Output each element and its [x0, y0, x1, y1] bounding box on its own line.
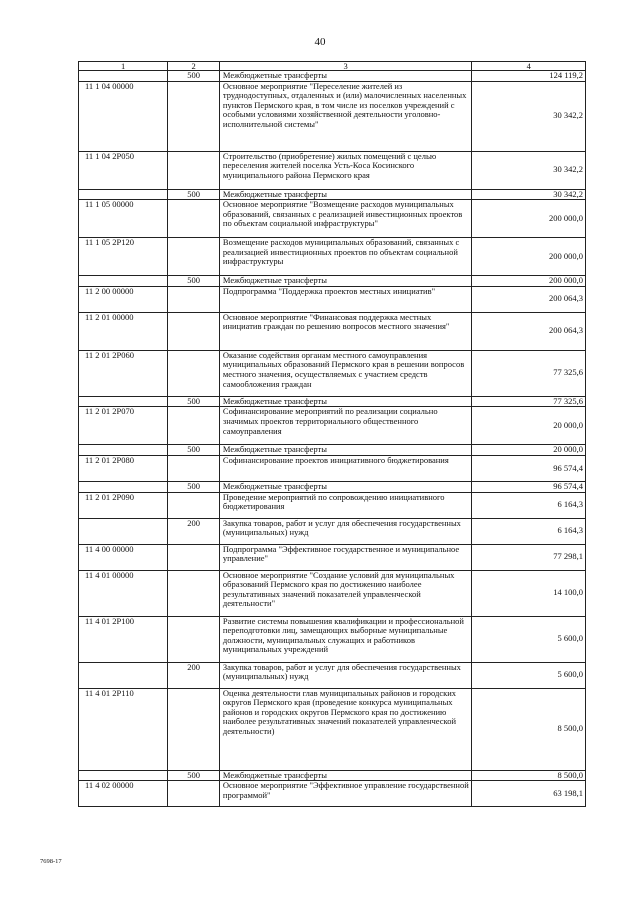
row-expense-type: 500 — [168, 396, 220, 407]
row-name: Межбюджетные трансферты — [219, 396, 471, 407]
row-expense-type — [168, 570, 220, 616]
row-expense-type — [168, 544, 220, 570]
row-code — [79, 396, 168, 407]
row-expense-type — [168, 688, 220, 770]
row-sum: 5 600,0 — [472, 662, 586, 688]
row-name: Основное мероприятие "Переселение жителей из труднодоступных, отдаленных и (или) малочисленных населенных пунктов Пермского края, в том числе из поселков учреждений с особыми условиями хозяйственной деятельности уголовно-исполнительной системы" — [219, 81, 471, 151]
row-name: Возмещение расходов муниципальных образований, связанных с реализацией инвестиционных проектов по объектам социальной инфраструктуры — [219, 238, 471, 276]
row-sum: 30 342,2 — [472, 81, 586, 151]
row-name: Строительство (приобретение) жилых помещений с целью переселения жителей поселка Усть-Коса Косинского муниципального района Пермского края — [219, 151, 471, 189]
row-sum: 96 574,4 — [472, 481, 586, 492]
row-code — [79, 662, 168, 688]
table-row — [79, 238, 586, 276]
table-row — [79, 770, 586, 781]
row-name: Подпрограмма "Поддержка проектов местных инициатив" — [219, 286, 471, 312]
table-row — [79, 312, 586, 350]
table-row — [79, 616, 586, 662]
header-col-3: 3 — [219, 62, 471, 71]
row-expense-type — [168, 238, 220, 276]
row-name: Межбюджетные трансферты — [219, 276, 471, 287]
row-sum: 6 164,3 — [472, 492, 586, 518]
header-row — [79, 62, 586, 71]
table-row — [79, 518, 586, 544]
table-row — [79, 407, 586, 445]
budget-table — [78, 61, 586, 807]
row-code — [79, 189, 168, 200]
table-row — [79, 396, 586, 407]
row-sum: 200 064,3 — [472, 312, 586, 350]
row-code: 11 4 01 00000 — [79, 570, 168, 616]
row-sum: 63 198,1 — [472, 781, 586, 807]
table-row — [79, 781, 586, 807]
row-code — [79, 770, 168, 781]
row-expense-type: 200 — [168, 518, 220, 544]
row-code — [79, 518, 168, 544]
page-number: 40 — [314, 36, 326, 48]
row-code — [79, 276, 168, 287]
row-name: Межбюджетные трансферты — [219, 770, 471, 781]
row-expense-type — [168, 781, 220, 807]
row-sum: 20 000,0 — [472, 407, 586, 445]
table-row — [79, 286, 586, 312]
table-row — [79, 189, 586, 200]
row-code: 11 2 01 2Р080 — [79, 455, 168, 481]
row-expense-type — [168, 312, 220, 350]
row-expense-type: 500 — [168, 770, 220, 781]
row-sum: 77 325,6 — [472, 350, 586, 396]
row-expense-type: 500 — [168, 71, 220, 82]
row-expense-type: 500 — [168, 276, 220, 287]
row-name: Софинансирование мероприятий по реализации социально значимых проектов территориального общественного самоуправления — [219, 407, 471, 445]
row-code: 11 1 05 00000 — [79, 200, 168, 238]
row-expense-type — [168, 200, 220, 238]
row-name: Закупка товаров, работ и услуг для обеспечения государственных (муниципальных) нужд — [219, 518, 471, 544]
row-sum: 200 000,0 — [472, 200, 586, 238]
row-code: 11 2 01 2Р070 — [79, 407, 168, 445]
row-sum: 14 100,0 — [472, 570, 586, 616]
row-sum: 200 064,3 — [472, 286, 586, 312]
row-name: Основное мероприятие "Создание условий для муниципальных образований Пермского края по достижению наиболее результативных значений показателей управленческой деятельности" — [219, 570, 471, 616]
row-code — [79, 71, 168, 82]
table-row — [79, 151, 586, 189]
row-sum: 8 500,0 — [472, 770, 586, 781]
row-expense-type — [168, 492, 220, 518]
row-code: 11 4 01 2Р100 — [79, 616, 168, 662]
row-sum: 200 000,0 — [472, 238, 586, 276]
row-sum: 30 342,2 — [472, 189, 586, 200]
row-code — [79, 481, 168, 492]
row-code: 11 2 00 00000 — [79, 286, 168, 312]
table-row — [79, 455, 586, 481]
table-row — [79, 200, 586, 238]
header-col-4: 4 — [472, 62, 586, 71]
row-name: Основное мероприятие "Финансовая поддержка местных инициатив граждан по решению вопросов местного значения" — [219, 312, 471, 350]
header-col-2: 2 — [168, 62, 220, 71]
row-sum: 96 574,4 — [472, 455, 586, 481]
row-expense-type: 500 — [168, 445, 220, 456]
row-name: Межбюджетные трансферты — [219, 445, 471, 456]
row-code: 11 1 05 2Р120 — [79, 238, 168, 276]
row-code: 11 2 01 2Р090 — [79, 492, 168, 518]
row-code — [79, 445, 168, 456]
row-sum: 77 325,6 — [472, 396, 586, 407]
row-expense-type — [168, 151, 220, 189]
row-name: Закупка товаров, работ и услуг для обеспечения государственных (муниципальных) нужд — [219, 662, 471, 688]
table-row — [79, 81, 586, 151]
row-name: Межбюджетные трансферты — [219, 481, 471, 492]
row-expense-type — [168, 286, 220, 312]
row-expense-type — [168, 455, 220, 481]
row-expense-type: 500 — [168, 189, 220, 200]
row-expense-type — [168, 616, 220, 662]
row-name: Межбюджетные трансферты — [219, 71, 471, 82]
table-row — [79, 276, 586, 287]
table-row — [79, 570, 586, 616]
row-name: Софинансирование проектов инициативного бюджетирования — [219, 455, 471, 481]
table-row — [79, 350, 586, 396]
row-name: Оценка деятельности глав муниципальных районов и городских округов Пермского края (проведение конкурса муниципальных районов и городских округов Пермского края по достижению наиболее результативных значений показателей управленческой деятельности) — [219, 688, 471, 770]
row-name: Подпрограмма "Эффективное государственное и муниципальное управление" — [219, 544, 471, 570]
row-expense-type — [168, 407, 220, 445]
row-sum: 8 500,0 — [472, 688, 586, 770]
row-code: 11 4 02 00000 — [79, 781, 168, 807]
table-row — [79, 688, 586, 770]
row-code: 11 4 00 00000 — [79, 544, 168, 570]
row-code: 11 4 01 2Р110 — [79, 688, 168, 770]
row-code: 11 2 01 00000 — [79, 312, 168, 350]
row-expense-type: 200 — [168, 662, 220, 688]
row-name: Оказание содействия органам местного самоуправления муниципальных образований Пермского края в решении вопросов местного значения, осуществляемых с участием средств самообложения граждан — [219, 350, 471, 396]
table-row — [79, 71, 586, 82]
row-sum: 30 342,2 — [472, 151, 586, 189]
table-row — [79, 445, 586, 456]
row-code: 11 1 04 2Р050 — [79, 151, 168, 189]
row-sum: 77 298,1 — [472, 544, 586, 570]
footer-code: 7698-17 — [40, 858, 62, 865]
header-col-1: 1 — [79, 62, 168, 71]
row-sum: 200 000,0 — [472, 276, 586, 287]
row-name: Межбюджетные трансферты — [219, 189, 471, 200]
row-name: Проведение мероприятий по сопровождению инициативного бюджетирования — [219, 492, 471, 518]
row-name: Развитие системы повышения квалификации и профессиональной переподготовки лиц, замещающих выборные муниципальные должности, муниципальных служащих и работников муниципальных учреждений — [219, 616, 471, 662]
row-expense-type — [168, 350, 220, 396]
row-name: Основное мероприятие "Возмещение расходов муниципальных образований, связанных с реализацией инвестиционных проектов по объектам социальной инфраструктуры" — [219, 200, 471, 238]
row-name: Основное мероприятие "Эффективное управление государственной программой" — [219, 781, 471, 807]
row-expense-type: 500 — [168, 481, 220, 492]
table-row — [79, 481, 586, 492]
row-sum: 124 119,2 — [472, 71, 586, 82]
table-row — [79, 662, 586, 688]
row-code: 11 1 04 00000 — [79, 81, 168, 151]
row-sum: 20 000,0 — [472, 445, 586, 456]
row-code: 11 2 01 2Р060 — [79, 350, 168, 396]
row-sum: 6 164,3 — [472, 518, 586, 544]
row-expense-type — [168, 81, 220, 151]
row-sum: 5 600,0 — [472, 616, 586, 662]
table-row — [79, 544, 586, 570]
table-row — [79, 492, 586, 518]
